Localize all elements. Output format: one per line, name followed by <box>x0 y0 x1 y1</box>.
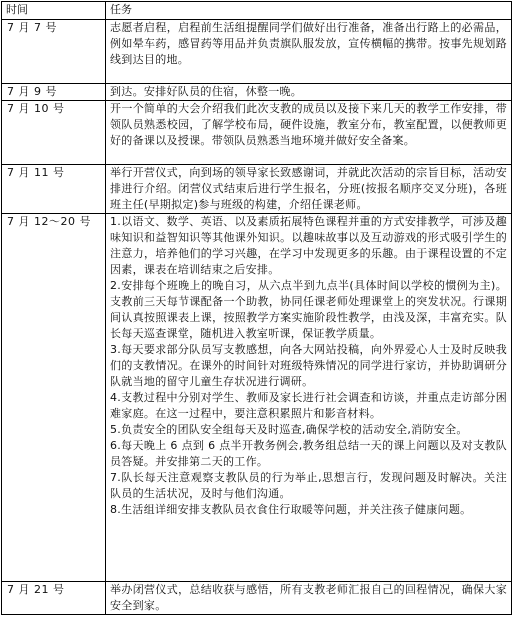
task-paragraph: 到达。安排好队员的住宿，休整一晚。 <box>110 85 303 98</box>
task-paragraph: 3.每天要求部分队员写支教感想，向各大网站投稿，向外界爱心人士及时反映我们的支教情况。在课外的时间针对班级特殊情况的同学进行家访，并协助调研分队就当地的留守儿童生存状况进行调研。 <box>110 343 507 388</box>
row-task <box>106 101 512 165</box>
task-paragraph: 开一个简单的大会介绍我们此次支教的成员以及接下来几天的教学工作安排，带领队员熟悉校园，了解学校布局，硬件设施，教室分布，教室配置，以便教师更好的备课以及授课。带领队员熟悉当地环境并做好安全备案。 <box>110 102 507 147</box>
header-task: 任务 <box>106 2 512 20</box>
row-date: 7 月 11 号 <box>2 165 106 214</box>
table-row <box>2 582 512 615</box>
row-task <box>106 582 512 615</box>
header-time: 时间 <box>2 2 106 20</box>
task-paragraph: 志愿者启程，启程前生活组提醒同学们做好出行准备，准备出行路上的必需品，例如晕车药，感冒药等用品并负责旗队服发放，宣传横幅的携带。按事先规划路线到达目的地。 <box>110 21 507 66</box>
table-header-row <box>2 2 512 20</box>
task-paragraph: 6.每天晚上 6 点到 6 点半开教务例会,教务组总结一天的课上问题以及对支教队员答疑。并安排第二天的工作。 <box>110 439 507 468</box>
row-date: 7 月 7 号 <box>2 20 106 84</box>
task-paragraph: 5.负责安全的团队安全组每天及时巡查,确保学校的活动安全,消防安全。 <box>110 423 468 436</box>
row-date: 7 月 21 号 <box>2 582 106 615</box>
task-paragraph: 举行开营仪式，向到场的领导家长致感谢词，并就此次活动的宗旨目标，活动安排进行介绍。闭营仪式结束后进行学生报名，分班(按报名顺序交叉分班)，各班班主任(早期拟定)参与班级的构建，介绍任课老师。 <box>110 166 507 211</box>
row-task <box>106 214 512 582</box>
row-date: 7 月 9 号 <box>2 84 106 101</box>
row-date: 7 月 12～20 号 <box>2 214 106 582</box>
task-paragraph: 1.以语文、数学、英语、以及素质拓展特色课程并重的方式安排教学，可涉及趣味知识和益智知识等其他课外知识。以趣味故事以及互动游戏的形式吸引学生的注意力，培养他们的学习兴趣，在学习中发现更多的乐趣。由于课程设置的不定因素，课表在培训结束之后安排。 <box>110 215 507 276</box>
table-row <box>2 84 512 101</box>
row-date: 7 月 10 号 <box>2 101 106 165</box>
task-paragraph: 7.队长每天注意观察支教队员的行为举止,思想言行，发现问题及时解决。关注队员的生活状况，及时与他们沟通。 <box>110 471 507 500</box>
table-row <box>2 214 512 582</box>
table-row <box>2 101 512 165</box>
row-task <box>106 165 512 214</box>
schedule-table <box>1 1 512 615</box>
table-row <box>2 20 512 84</box>
task-paragraph: 举办闭营仪式，总结收获与感悟，所有支教老师汇报自己的回程情况，确保大家安全到家。 <box>110 583 507 612</box>
row-task <box>106 84 512 101</box>
row-task <box>106 20 512 84</box>
task-paragraph: 2.安排每个班晚上的晚自习，从六点半到九点半(具体时间以学校的惯例为主)。支教前三天每节课配备一个助教，协同任课老师处理课堂上的突发状况。行课期间认真按照课表上课，按照教学方案实施阶段性教学，由浅及深，丰富充实。队长每天巡查课堂，随机进入教室听课，保证教学质量。 <box>110 279 507 340</box>
task-paragraph: 8.生活组详细安排支教队员衣食住行取暖等问题，并关注孩子健康问题。 <box>110 503 472 516</box>
table-row <box>2 165 512 214</box>
task-paragraph: 4.支教过程中分别对学生、教师及家长进行社会调查和访谈，并重点走访部分困难家庭。在这一过程中，要注意积累照片和影音材料。 <box>110 391 507 420</box>
